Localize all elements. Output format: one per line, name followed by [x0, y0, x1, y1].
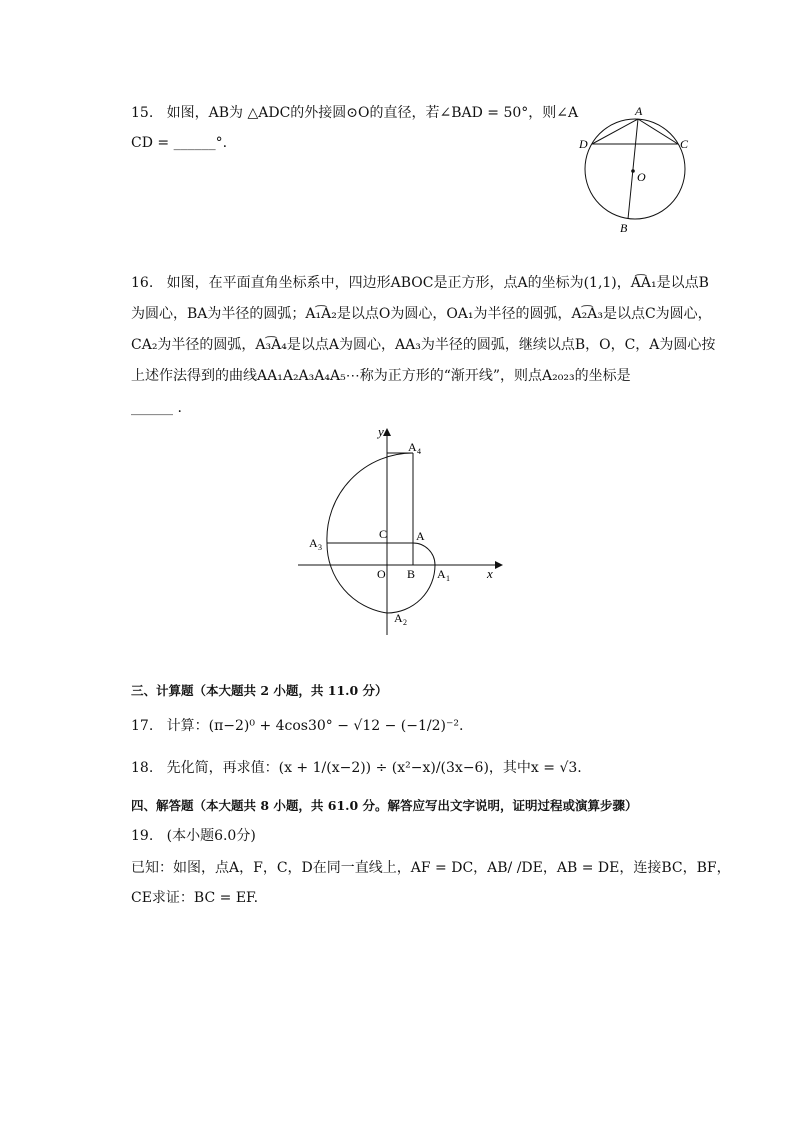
q16-text-line4: 上述作法得到的曲线AA₁A₂A₃A₄A₅⋯称为正方形的“渐开线”，则点A₂₀₂₃的坐标是 — [131, 368, 631, 384]
q19-title: 19. (本小题6.0分) — [131, 828, 256, 844]
label-o: O — [377, 567, 386, 581]
q16-text-line5: ______ . — [131, 400, 182, 416]
circumcircle — [585, 119, 685, 219]
label-x: x — [487, 566, 493, 581]
label-a1-sub: 1 — [446, 574, 450, 583]
q18-text: 18. 先化简，再求值：(x + 1/(x−2)) ÷ (x²−x)/(3x−6)，其中x = √3. — [131, 760, 582, 776]
q19-text-line1: 已知：如图，点A，F，C，D在同一直线上，AF = DC，AB/ /DE，AB = DE，连接BC，BF， — [131, 860, 731, 876]
section-4-heading: 四、解答题（本大题共 8 小题，共 61.0 分。解答应写出文字说明，证明过程或演算步骤） — [131, 798, 638, 813]
label-c: C — [680, 137, 689, 151]
q16-involute-figure — [290, 420, 520, 640]
label-a3: A — [309, 536, 318, 550]
label-a2: A — [394, 611, 403, 625]
q19-text-line2: CE求证：BC = EF. — [131, 890, 259, 906]
center-point — [631, 169, 635, 173]
label-a4: A — [408, 440, 417, 454]
label-a2-sub: 2 — [403, 618, 407, 627]
arc-a-a1 — [413, 543, 435, 565]
x-axis-arrow — [495, 561, 503, 569]
q17-text: 17. 计算：(π−2)⁰ + 4cos30° − √12 − (−1/2)⁻². — [131, 718, 464, 734]
q16-text-line2: 为圆心，BA为半径的圆弧；A₁͡A₂是以点O为圆心，OA₁为半径的圆弧，A₂͡A₃是以点C为圆心， — [131, 306, 712, 322]
label-o: O — [637, 170, 646, 184]
q15-text-line2: CD = ______°. — [131, 135, 228, 151]
section-3-heading: 三、计算题（本大题共 2 小题，共 11.0 分） — [131, 683, 388, 698]
q16-text-line3: CA₂为半径的圆弧，A₃͡A₄是以点A为圆心，AA₃为半径的圆弧，继续以点B，O，C，A为圆心按 — [131, 337, 716, 353]
label-a4-sub: 4 — [417, 447, 421, 456]
label-d: D — [579, 137, 588, 151]
label-a: A — [635, 104, 643, 118]
label-a3-sub: 3 — [318, 543, 322, 552]
q15-circle-figure — [572, 104, 702, 239]
y-axis-arrow — [383, 428, 391, 436]
label-a1: A — [437, 567, 446, 581]
label-b: B — [620, 221, 628, 235]
label-a: A — [416, 529, 425, 543]
q16-text-line1: 16. 如图，在平面直角坐标系中，四边形ABOC是正方形，点A的坐标为(1,1)，A͡A₁是以点B — [131, 275, 709, 291]
label-b: B — [407, 567, 416, 581]
label-c: C — [379, 527, 388, 541]
label-y: y — [378, 424, 384, 439]
q15-text-line1: 15. 如图，AB为 △ADC的外接圆⊙O的直径，若∠BAD = 50°，则∠A — [131, 105, 579, 121]
arc-a3-a4 — [327, 453, 413, 543]
diameter-ab — [628, 119, 638, 219]
chord-ac — [638, 119, 678, 144]
